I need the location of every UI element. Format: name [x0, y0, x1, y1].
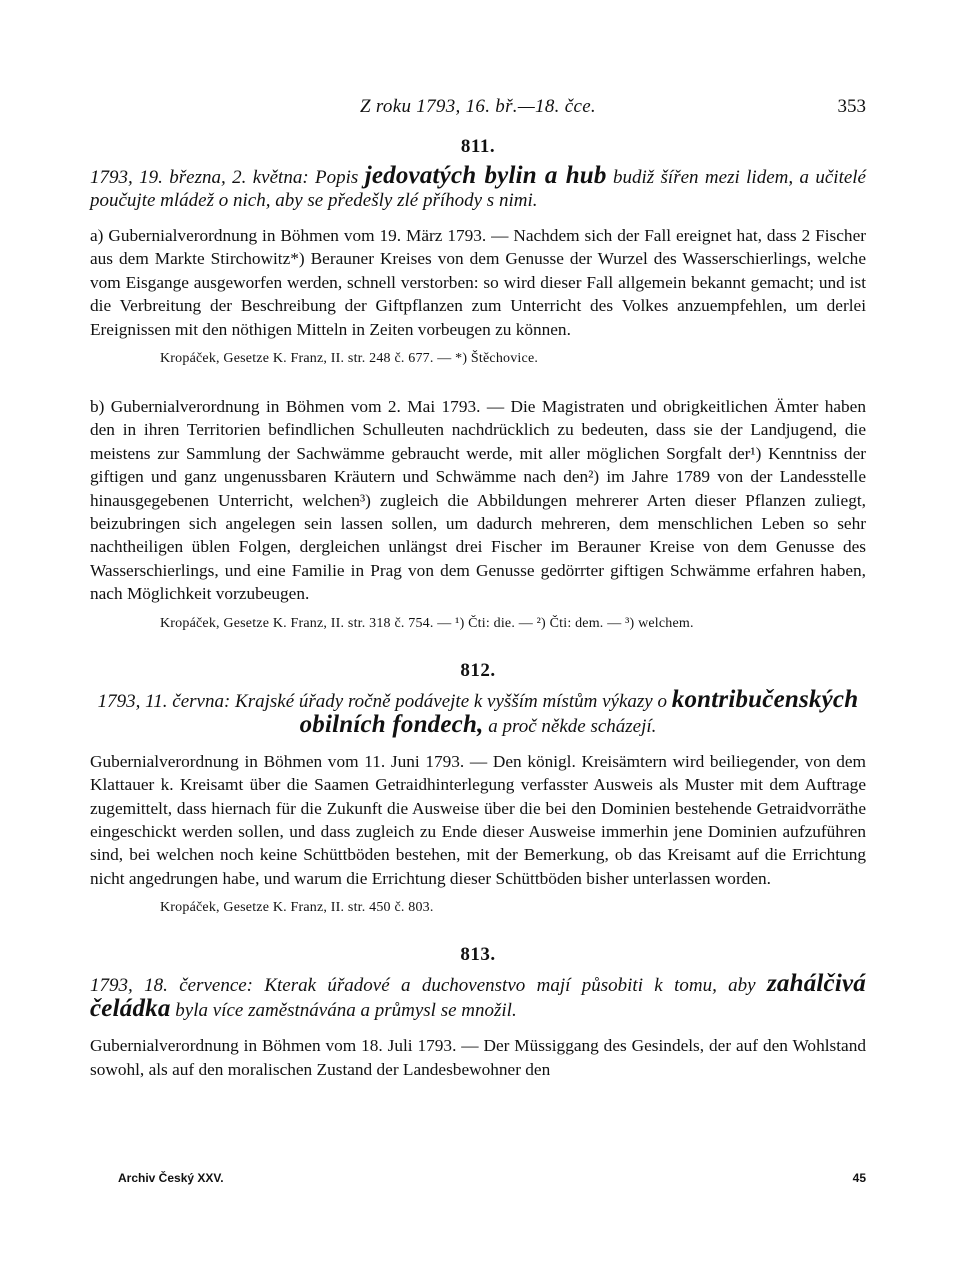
section-title	[90, 164, 866, 212]
section-number: 811.	[460, 136, 496, 157]
title-text: 1793, 18. července: Kterak úřadové a duchovenstvo mají působiti k tomu, aby	[90, 975, 767, 997]
paragraph: b) Gubernialverordnung in Böhmen vom 2. Mai 1793. — Die Magistraten und obrigkeitlichen Ämter haben den in ihren Territorien befindlichen Schulleuten nachdrücklich zu bedeuten, dass sie der Landjugend, die meistens zur Sammlung der Sachwämme gebraucht werde, mit aller möglichen Sorgfalt der¹) Kenntniss der giftigen und ganz ungenussbaren Kräutern und Schwämme nach den²) im Jahre 1789 von der Landesstelle hinausgegebenen Unterricht, welchen³) zugleich die Abbildungen mehrerer Arten dieser Pflanzen zuliegt, beizubringen sich angelegen sein lassen sollen, um dadurch mehreren, dem menschlichen Leben so sehr nachtheiligen üblen Folgen, dergleichen unlängst drei Fischer im Berauner Kreise von dem Genusse des Wasserschierlings, und eine Familie in Prag von dem Genusse gedörrter giftigen Schwämme erfahren haben, nach Möglichkeit vorzubeugen.	[90, 397, 866, 604]
page-number: 353	[837, 96, 866, 117]
title-text: 1793, 19. března, 2. května: Popis	[90, 167, 365, 188]
section-811	[90, 136, 866, 634]
title-text: 1793, 11. června: Krajské úřady ročně podávejte k vyšším místům výkazy o	[97, 690, 672, 712]
paragraph: Gubernialverordnung in Böhmen vom 18. Juli 1793. — Der Müssiggang des Gesindels, der auf den Wohlstand sowohl, als auf den moralischen Zustand der Landesbewohner den	[90, 1036, 866, 1079]
archive-signature: Archiv Český XXV.	[118, 1171, 224, 1185]
title-emphasis: kontribučenských obilních fondech,	[299, 685, 859, 738]
running-head	[90, 96, 866, 126]
paragraph: a) Gubernialverordnung in Böhmen vom 19. März 1793. — Nachdem sich der Fall ereignet hat, dass 2 Fischer aus dem Markte Stirchowitz*) Berauner Kreises von dem Genusse der Wurzel des Wasserschierlings, welche vom Eisgange ausgeworfen werden, schnell verstorben: so wird dieser Fall allgemein bekannt gemacht; und ist die Verbreitung der Beschreibung der Giftpflanzen zum Unterricht des Volkes anzuempfehlen, um derlei Ereignissen mit den nöthigen Mitteln in Zeiten vorbeugen zu können.	[90, 226, 866, 339]
paragraph: Gubernialverordnung in Böhmen vom 11. Juni 1793. — Den königl. Kreisämtern wird beiliegender, von dem Klattauer k. Kreisamt über die Saamen Getraidhinterlegung verfasster Ausweis als Muster mit dem Auftrage zugemittelt, dass hiernach für die Zukunft die Ausweise über die bei den Dominien bestehende Getraidvorräthe eingeschickt werden sollen, und dass zugleich zu Ende dieser Ausweise immerhin jene Dominien aufzuführen sind, bei welchen noch keine Schüttböden bestehen, mit der Bemerkung, ob das Kreisamt auf die Errichtung nicht angedrungen habe, und warum die Errichtung dieser Schüttböden bisher unterlassen worden.	[90, 751, 866, 888]
signature-number: 45	[852, 1171, 866, 1185]
running-title: Z roku 1793, 16. bř.—18. čce.	[360, 96, 596, 117]
document-page	[90, 96, 866, 1081]
citation: Kropáček, Gesetze K. Franz, II. str. 318 č. 754. — ¹) Čti: die. — ²) Čti: dem. — ³) welchem.	[160, 615, 694, 631]
citation: Kropáček, Gesetze K. Franz, II. str. 450 č. 803.	[160, 900, 434, 916]
section-title	[90, 972, 866, 1022]
title-emphasis: jedovatých bylin a hub	[364, 162, 607, 189]
section-812	[90, 660, 866, 918]
title-text: byla více zaměstnávána a průmysl se množil.	[170, 1000, 517, 1022]
citation: Kropáček, Gesetze K. Franz, II. str. 248 č. 677. — *) Štěchovice.	[160, 351, 539, 367]
section-number: 813.	[460, 944, 496, 966]
section-title	[90, 685, 866, 738]
section-813	[90, 944, 866, 1081]
title-text: budiž šířen mezi lidem, a učitelé poučujte mládež o nich, aby se předešly zlé příhody s nimi.	[90, 167, 866, 211]
section-number: 812.	[460, 659, 496, 681]
title-text: a proč někde scházejí.	[483, 715, 657, 737]
title-emphasis: zahálčivá čeládka	[90, 970, 866, 1023]
